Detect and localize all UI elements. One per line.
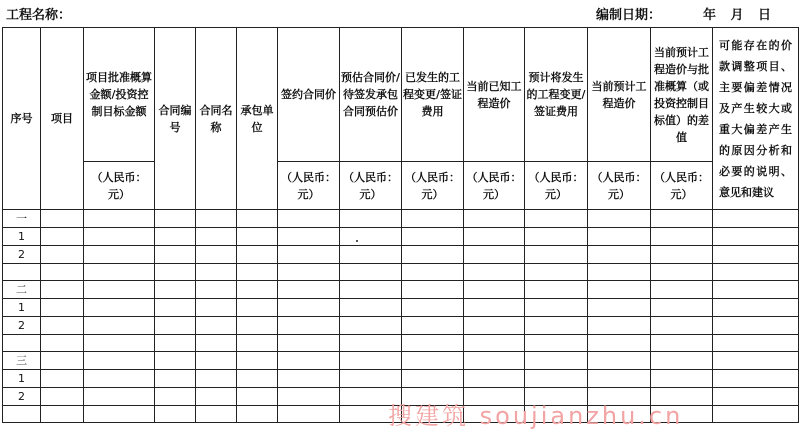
table-cell (713, 246, 799, 264)
table-cell (340, 299, 402, 317)
table-cell (41, 210, 84, 228)
table-cell (588, 264, 651, 281)
table-cell (651, 370, 713, 388)
table-cell (155, 352, 196, 370)
row-seq (3, 264, 41, 281)
table-cell (651, 246, 713, 264)
table-cell (278, 388, 340, 406)
table-cell (464, 317, 525, 335)
table-cell (155, 210, 196, 228)
table-cell (237, 370, 278, 388)
table-cell (237, 352, 278, 370)
row-seq: 三 (3, 352, 41, 370)
table-cell (278, 228, 340, 246)
table-cell (402, 281, 464, 299)
table-cell (402, 246, 464, 264)
table-cell (155, 228, 196, 246)
table-cell (651, 352, 713, 370)
table-cell (464, 352, 525, 370)
table-cell (237, 388, 278, 406)
table-cell (525, 281, 588, 299)
table-cell (278, 299, 340, 317)
table-cell (196, 210, 237, 228)
stray-dot (356, 240, 358, 242)
table-cell (340, 281, 402, 299)
row-seq: 1 (3, 370, 41, 388)
table-cell (402, 317, 464, 335)
table-row (3, 317, 799, 335)
table-row (3, 228, 799, 246)
table-cell (402, 228, 464, 246)
table-cell (402, 370, 464, 388)
table-cell (196, 299, 237, 317)
table-row (3, 335, 799, 352)
table-cell (155, 317, 196, 335)
table-cell (278, 210, 340, 228)
table-cell (278, 246, 340, 264)
table-cell (237, 317, 278, 335)
table-cell (340, 352, 402, 370)
table-cell (196, 335, 237, 352)
table-cell (713, 406, 799, 423)
table-cell (402, 264, 464, 281)
table-cell (402, 352, 464, 370)
table-cell (464, 335, 525, 352)
table-cell (237, 281, 278, 299)
table-cell (237, 264, 278, 281)
table-cell (651, 317, 713, 335)
unit-note: （人民币：元） (278, 162, 340, 210)
row-seq: 1 (3, 299, 41, 317)
table-cell (196, 317, 237, 335)
row-seq: 2 (3, 246, 41, 264)
table-row (3, 246, 799, 264)
table-cell (155, 246, 196, 264)
row-seq (3, 406, 41, 423)
table-cell (278, 370, 340, 388)
table-cell (41, 388, 84, 406)
table-cell (651, 335, 713, 352)
col-incurred-changes: 已发生的工程变更/签证费用 (402, 28, 464, 162)
cost-table (2, 27, 799, 423)
unit-note: （人民币：元） (84, 162, 155, 210)
table-cell (713, 299, 799, 317)
table-header-row (3, 28, 799, 162)
table-cell (464, 370, 525, 388)
table-cell (713, 352, 799, 370)
table-cell (84, 335, 155, 352)
table-cell (155, 264, 196, 281)
table-cell (196, 246, 237, 264)
form-header (0, 0, 800, 26)
col-seq: 序号 (3, 28, 41, 210)
table-cell (84, 281, 155, 299)
table-cell (464, 299, 525, 317)
table-cell (402, 335, 464, 352)
watermark: 搜建筑 soujianzhu.cn (388, 402, 684, 430)
date-units: 年 月 日 (703, 8, 772, 23)
col-contractor: 承包单位 (237, 28, 278, 210)
table-cell (196, 281, 237, 299)
table-cell (464, 210, 525, 228)
table-cell (84, 246, 155, 264)
table-cell (41, 299, 84, 317)
col-signed-price: 签约合同价 (278, 28, 340, 162)
unit-note: （人民币：元） (525, 162, 588, 210)
table-cell (155, 406, 196, 423)
table-cell (278, 352, 340, 370)
table-cell (41, 246, 84, 264)
table-cell (340, 317, 402, 335)
table-cell (588, 335, 651, 352)
table-cell (651, 281, 713, 299)
col-analysis: 可能存在的价款调整项目、主要偏差情况及产生较大或重大偏差产生的原因分析和必要的说明、意见和建议 (713, 28, 799, 210)
table-cell (196, 388, 237, 406)
table-cell (196, 264, 237, 281)
table-cell (84, 317, 155, 335)
table-cell (651, 210, 713, 228)
table-cell (237, 406, 278, 423)
col-difference: 当前预计工程造价与批准概算（或投资控制目标值）的差值 (651, 28, 713, 162)
table-cell (402, 299, 464, 317)
table-cell (196, 370, 237, 388)
table-cell (713, 335, 799, 352)
col-item: 项目 (41, 28, 84, 210)
table-cell (41, 264, 84, 281)
table-cell (713, 210, 799, 228)
unit-row (3, 162, 799, 210)
unit-note: （人民币：元） (340, 162, 402, 210)
table-row (3, 352, 799, 370)
unit-note: （人民币：元） (464, 162, 525, 210)
table-cell (402, 210, 464, 228)
table-row (3, 299, 799, 317)
table-row (3, 264, 799, 281)
table-cell (588, 299, 651, 317)
table-cell (525, 370, 588, 388)
table-cell (278, 264, 340, 281)
table-cell (340, 246, 402, 264)
table-cell (713, 317, 799, 335)
table-cell (340, 228, 402, 246)
table-cell (155, 370, 196, 388)
table-cell (651, 299, 713, 317)
table-cell (41, 335, 84, 352)
table-cell (713, 388, 799, 406)
table-cell (41, 406, 84, 423)
table-cell (588, 370, 651, 388)
table-cell (237, 228, 278, 246)
table-cell (525, 264, 588, 281)
table-cell (196, 352, 237, 370)
table-cell (84, 299, 155, 317)
row-seq (3, 335, 41, 352)
table-cell (155, 388, 196, 406)
table-cell (713, 264, 799, 281)
row-seq: 2 (3, 317, 41, 335)
table-cell (525, 299, 588, 317)
table-cell (340, 370, 402, 388)
table-cell (651, 264, 713, 281)
table-cell (340, 335, 402, 352)
table-cell (278, 281, 340, 299)
unit-note: （人民币：元） (588, 162, 651, 210)
table-cell (525, 210, 588, 228)
table-cell (713, 228, 799, 246)
table-cell (237, 335, 278, 352)
unit-note: （人民币：元） (651, 162, 713, 210)
table-row (3, 281, 799, 299)
table-cell (525, 228, 588, 246)
table-cell (525, 246, 588, 264)
table-cell (588, 246, 651, 264)
table-cell (196, 406, 237, 423)
col-expected-changes: 预计将发生的工程变更/签证费用 (525, 28, 588, 162)
col-contract-no: 合同编号 (155, 28, 196, 210)
table-cell (84, 228, 155, 246)
table-cell (588, 281, 651, 299)
row-seq: 2 (3, 388, 41, 406)
row-seq: 1 (3, 228, 41, 246)
table-cell (651, 228, 713, 246)
table-cell (464, 281, 525, 299)
table-cell (84, 264, 155, 281)
table-cell (84, 210, 155, 228)
table-cell (588, 210, 651, 228)
col-estimated-price: 预估合同价/待签发承包合同预估价 (340, 28, 402, 162)
table-cell (41, 317, 84, 335)
date-label: 编制日期： (596, 8, 662, 23)
table-cell (196, 228, 237, 246)
col-contract-name: 合同名称 (196, 28, 237, 210)
table-cell (84, 370, 155, 388)
table-cell (713, 281, 799, 299)
table-cell (84, 388, 155, 406)
table-cell (525, 335, 588, 352)
table-cell (588, 228, 651, 246)
table-cell (278, 317, 340, 335)
table-cell (155, 281, 196, 299)
table-cell (84, 406, 155, 423)
table-cell (278, 406, 340, 423)
table-cell (41, 281, 84, 299)
table-cell (41, 370, 84, 388)
table-cell (525, 317, 588, 335)
project-name-label: 工程名称： (6, 8, 72, 23)
table-cell (588, 352, 651, 370)
table-cell (84, 352, 155, 370)
table-cell (464, 246, 525, 264)
table-row (3, 210, 799, 228)
table-cell (340, 264, 402, 281)
row-seq: 一 (3, 210, 41, 228)
table-cell (237, 210, 278, 228)
table-cell (713, 370, 799, 388)
table-cell (155, 299, 196, 317)
table-cell (464, 228, 525, 246)
table-cell (41, 228, 84, 246)
col-expected-cost: 当前预计工程造价 (588, 28, 651, 162)
col-known-cost: 当前已知工程造价 (464, 28, 525, 162)
table-cell (237, 246, 278, 264)
col-approved-budget: 项目批准概算金额/投资控制目标金额 (84, 28, 155, 162)
table-cell (155, 335, 196, 352)
table-cell (340, 210, 402, 228)
table-cell (588, 317, 651, 335)
table-cell (41, 352, 84, 370)
table-cell (237, 299, 278, 317)
table-cell (278, 335, 340, 352)
table-cell (525, 352, 588, 370)
table-row (3, 370, 799, 388)
table-cell (464, 264, 525, 281)
row-seq: 二 (3, 281, 41, 299)
unit-note: （人民币：元） (402, 162, 464, 210)
